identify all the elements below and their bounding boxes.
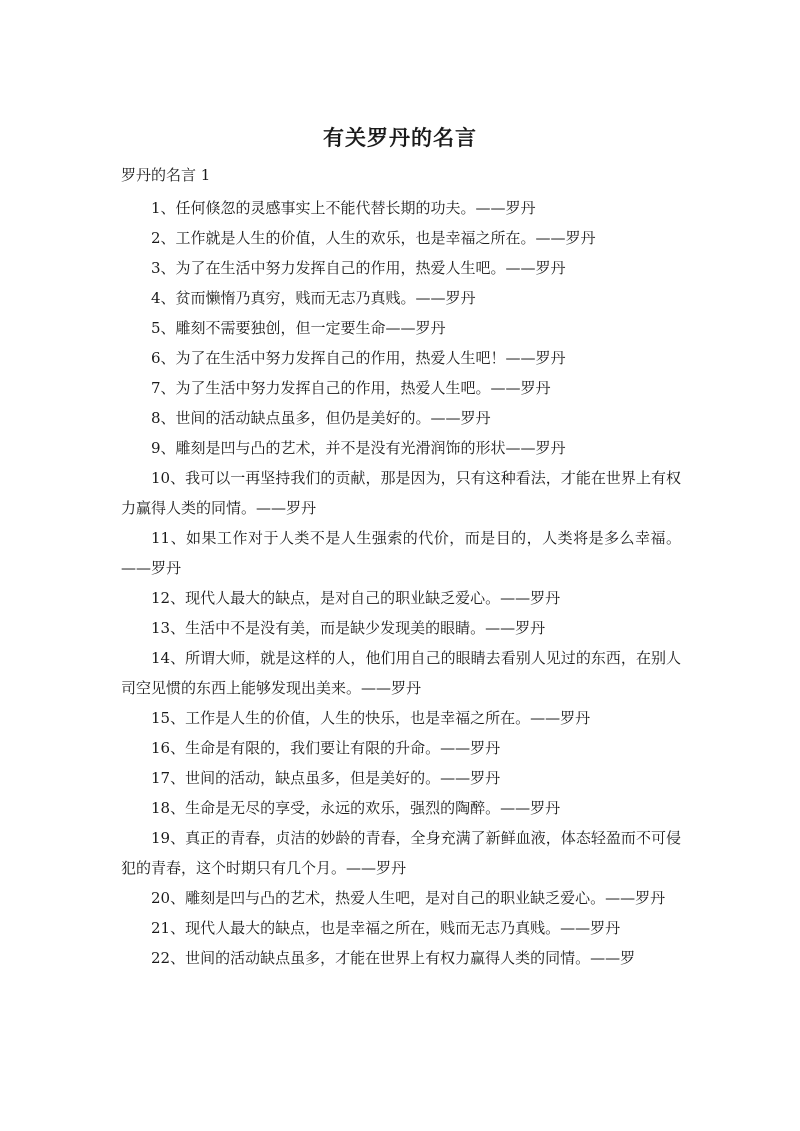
quote-item: 14、所谓大师，就是这样的人，他们用自己的眼睛去看别人见过的东西，在别人司空见惯的东西上能够发现出美来。——罗丹 xyxy=(121,649,681,697)
quote-item: 11、如果工作对于人类不是人生强索的代价，而是目的，人类将是多么幸福。——罗丹 xyxy=(121,529,681,577)
quote-item: 17、世间的活动，缺点虽多，但是美好的。——罗丹 xyxy=(151,769,501,787)
quote-item: 20、雕刻是凹与凸的艺术，热爱人生吧，是对自己的职业缺乏爱心。——罗丹 xyxy=(151,889,666,907)
quote-item: 4、贫而懒惰乃真穷，贱而无志乃真贱。——罗丹 xyxy=(151,289,476,307)
quote-list xyxy=(121,193,681,973)
quote-item: 5、雕刻不需要独创，但一定要生命——罗丹 xyxy=(151,319,446,337)
section-heading: 罗丹的名言 1 xyxy=(121,166,211,184)
quote-item: 10、我可以一再坚持我们的贡献，那是因为，只有这种看法，才能在世界上有权力赢得人类的同情。——罗丹 xyxy=(121,469,681,517)
quote-item: 8、世间的活动缺点虽多，但仍是美好的。——罗丹 xyxy=(151,409,491,427)
quote-item: 12、现代人最大的缺点，是对自己的职业缺乏爱心。——罗丹 xyxy=(151,589,561,607)
quote-item: 2、工作就是人生的价值，人生的欢乐，也是幸福之所在。——罗丹 xyxy=(151,229,596,247)
quote-item: 16、生命是有限的，我们要让有限的升命。——罗丹 xyxy=(151,739,501,757)
quote-item: 15、工作是人生的价值，人生的快乐，也是幸福之所在。——罗丹 xyxy=(151,709,591,727)
document-title: 有关罗丹的名言 xyxy=(323,126,477,150)
quote-item: 18、生命是无尽的享受，永远的欢乐，强烈的陶醉。——罗丹 xyxy=(151,799,561,817)
quote-item: 3、为了在生活中努力发挥自己的作用，热爱人生吧。——罗丹 xyxy=(151,259,566,277)
quote-item: 22、世间的活动缺点虽多，才能在世界上有权力赢得人类的同情。——罗 xyxy=(151,949,636,967)
quote-item: 7、为了生活中努力发挥自己的作用，热爱人生吧。——罗丹 xyxy=(151,379,551,397)
quote-item: 13、生活中不是没有美，而是缺少发现美的眼睛。——罗丹 xyxy=(151,619,546,637)
quote-item: 9、雕刻是凹与凸的艺术，并不是没有光滑润饰的形状——罗丹 xyxy=(151,439,566,457)
quote-item: 6、为了在生活中努力发挥自己的作用，热爱人生吧！——罗丹 xyxy=(151,349,566,367)
quote-item: 1、任何倏忽的灵感事实上不能代替长期的功夫。——罗丹 xyxy=(151,199,536,217)
quote-item: 19、真正的青春，贞洁的妙龄的青春，全身充满了新鲜血液，体态轻盈而不可侵犯的青春，这个时期只有几个月。——罗丹 xyxy=(121,829,681,877)
quote-item: 21、现代人最大的缺点，也是幸福之所在，贱而无志乃真贱。——罗丹 xyxy=(151,919,621,937)
